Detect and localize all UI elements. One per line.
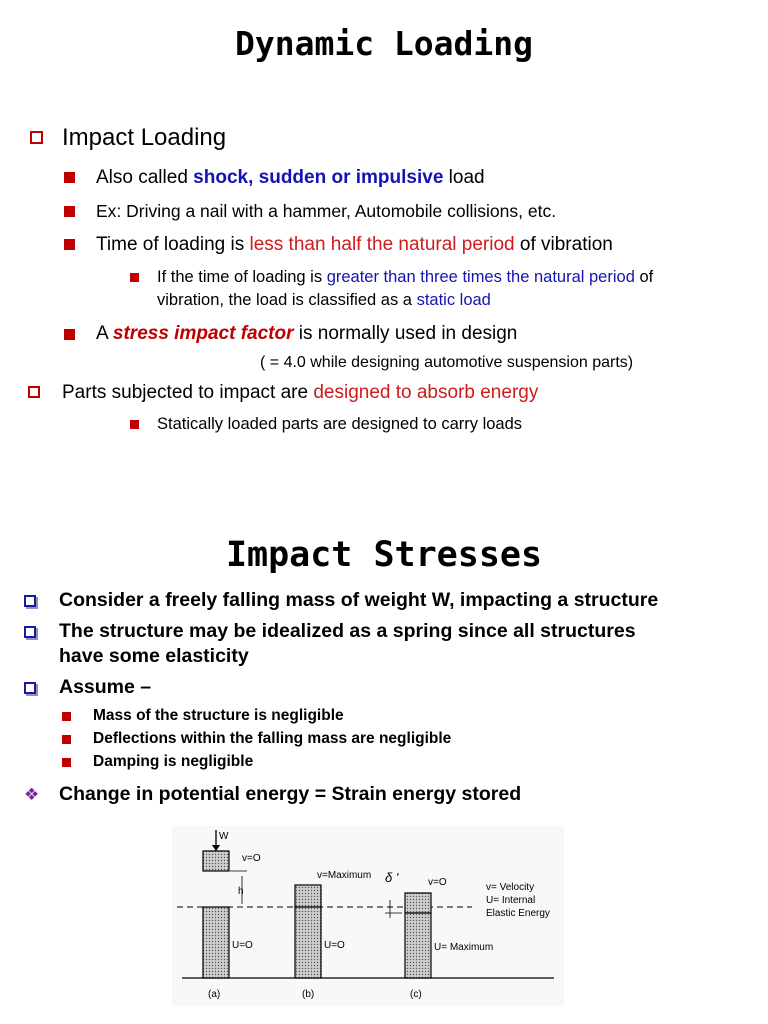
filled-square-bullet-icon [64, 172, 75, 183]
bullet-idealized-spring [59, 619, 636, 669]
impact-diagram [172, 826, 564, 1006]
checkbox-bullet-icon [24, 682, 36, 694]
text: Parts subjected to impact are [62, 382, 314, 403]
legend-velocity: v= Velocity [486, 882, 535, 893]
label-a: (a) [208, 989, 221, 1000]
text: is normally used in design [293, 323, 518, 344]
emphasis-text: static load [416, 291, 491, 309]
filled-square-bullet-icon [64, 329, 75, 340]
emphasis-text: greater than three times the natural period [326, 268, 635, 286]
text: have some elasticity [59, 645, 249, 667]
filled-square-bullet-icon [62, 758, 71, 767]
legend-internal: U= Internal [486, 895, 536, 906]
filled-square-bullet-icon [64, 206, 75, 217]
open-square-bullet-icon [28, 386, 40, 398]
structure-b [295, 907, 321, 978]
label-delta: δ ' [385, 870, 399, 885]
text: A [96, 323, 113, 344]
label-umax: U= Maximum [434, 942, 494, 953]
checkbox-bullet-icon [24, 626, 36, 638]
filled-square-bullet-icon [62, 735, 71, 744]
emphasis-text: designed to absorb energy [313, 382, 539, 403]
label-w: W [219, 831, 229, 842]
bullet-example: Ex: Driving a nail with a hammer, Automobile collisions, etc. [96, 201, 557, 221]
label-b: (b) [302, 989, 315, 1000]
parts-absorb-energy [62, 382, 538, 404]
text: of [634, 268, 654, 286]
impact-diagram-svg [172, 826, 564, 1006]
filled-square-bullet-icon [62, 712, 71, 721]
bullet-assume: Assume – [59, 676, 152, 698]
assume-item: Damping is negligible [93, 753, 254, 770]
sub-bullet-statically-loaded: Statically loaded parts are designed to carry loads [157, 415, 523, 433]
sub-bullet-static-load [157, 266, 653, 312]
emphasis-text: less than half the natural period [249, 234, 515, 255]
text: The structure may be idealized as a spring since all structures [59, 620, 636, 642]
impact-loading-heading: Impact Loading [62, 124, 227, 151]
checkbox-bullet-icon [24, 595, 36, 607]
open-square-bullet-icon [30, 131, 43, 144]
bullet-time-of-loading [96, 234, 613, 256]
emphasis-text: shock, sudden or impulsive [193, 167, 444, 188]
factor-note: ( = 4.0 while designing automotive suspension parts) [260, 354, 634, 371]
label-h: h [238, 886, 244, 897]
structure-c [405, 913, 431, 978]
filled-square-bullet-icon [130, 273, 139, 282]
bullet-stress-impact-factor [96, 323, 517, 345]
label-v0-a: v=O [242, 853, 261, 864]
label-u0-a: U=O [232, 940, 253, 951]
slide-title-impact-stresses: Impact Stresses [225, 535, 543, 575]
text: If the time of loading is [157, 268, 327, 286]
falling-mass-a [203, 851, 229, 871]
slide-title-dynamic-loading: Dynamic Loading [234, 24, 533, 63]
label-c: (c) [410, 989, 422, 1000]
mass-c [405, 893, 431, 913]
text: of vibration [514, 234, 613, 255]
label-u0-b: U=O [324, 940, 345, 951]
text: load [443, 167, 485, 188]
label-v0-c: v=O [428, 877, 447, 888]
structure-a [203, 907, 229, 978]
assume-item: Deflections within the falling mass are negligible [93, 730, 452, 747]
label-vmax: v=Maximum [317, 870, 372, 881]
filled-square-bullet-icon [64, 239, 75, 250]
emphasis-text: stress impact factor [112, 323, 294, 344]
bullet-freely-falling-mass: Consider a freely falling mass of weight W, impacting a structure [59, 589, 659, 611]
diamond-bullet-icon: ❖ [24, 785, 40, 804]
legend-elastic-energy: Elastic Energy [486, 908, 550, 919]
arrowhead-icon [212, 845, 220, 851]
conclusion-energy: Change in potential energy = Strain energy stored [59, 783, 522, 805]
text: Also called [96, 167, 194, 188]
assume-item: Mass of the structure is negligible [93, 707, 344, 724]
bullet-also-called [96, 167, 485, 189]
filled-square-bullet-icon [130, 420, 139, 429]
mass-b [295, 885, 321, 907]
text: Time of loading is [96, 234, 250, 255]
text: vibration, the load is classified as a [157, 291, 417, 309]
